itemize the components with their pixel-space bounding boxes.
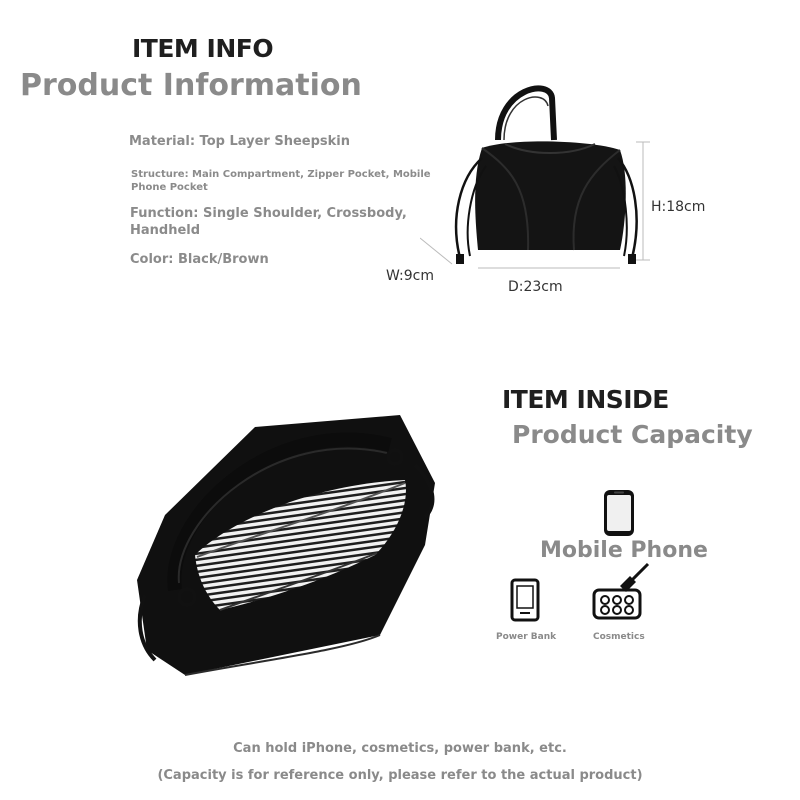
capacity-note: Can hold iPhone, cosmetics, power bank, etc. [233,741,567,756]
bag-interior-image [125,405,455,690]
spec-structure: Structure: Main Compartment, Zipper Pocket, Mobile Phone Pocket [131,169,431,193]
bag-front-image [420,78,660,278]
item-info-title: ITEM INFO [132,34,274,63]
capacity-disclaimer: (Capacity is for reference only, please refer to the actual product) [157,768,643,783]
spec-function: Function: Single Shoulder, Crossbody, Handheld [130,206,407,238]
item-inside-title: ITEM INSIDE [502,385,669,414]
cosmetics-icon [590,562,650,622]
spec-color: Color: Black/Brown [130,252,269,267]
dimension-height: H:18cm [651,199,706,215]
mobile-phone-label: Mobile Phone [540,538,708,563]
product-capacity-title: Product Capacity [512,420,753,449]
dimension-width: W:9cm [386,268,434,284]
power-bank-label: Power Bank [496,632,557,642]
cosmetics-label: Cosmetics [593,632,645,642]
mobile-phone-icon [602,488,636,538]
spec-material: Material: Top Layer Sheepskin [129,134,350,149]
dimension-depth: D:23cm [508,279,563,295]
product-information-title: Product Information [20,68,362,103]
power-bank-icon [510,578,540,622]
